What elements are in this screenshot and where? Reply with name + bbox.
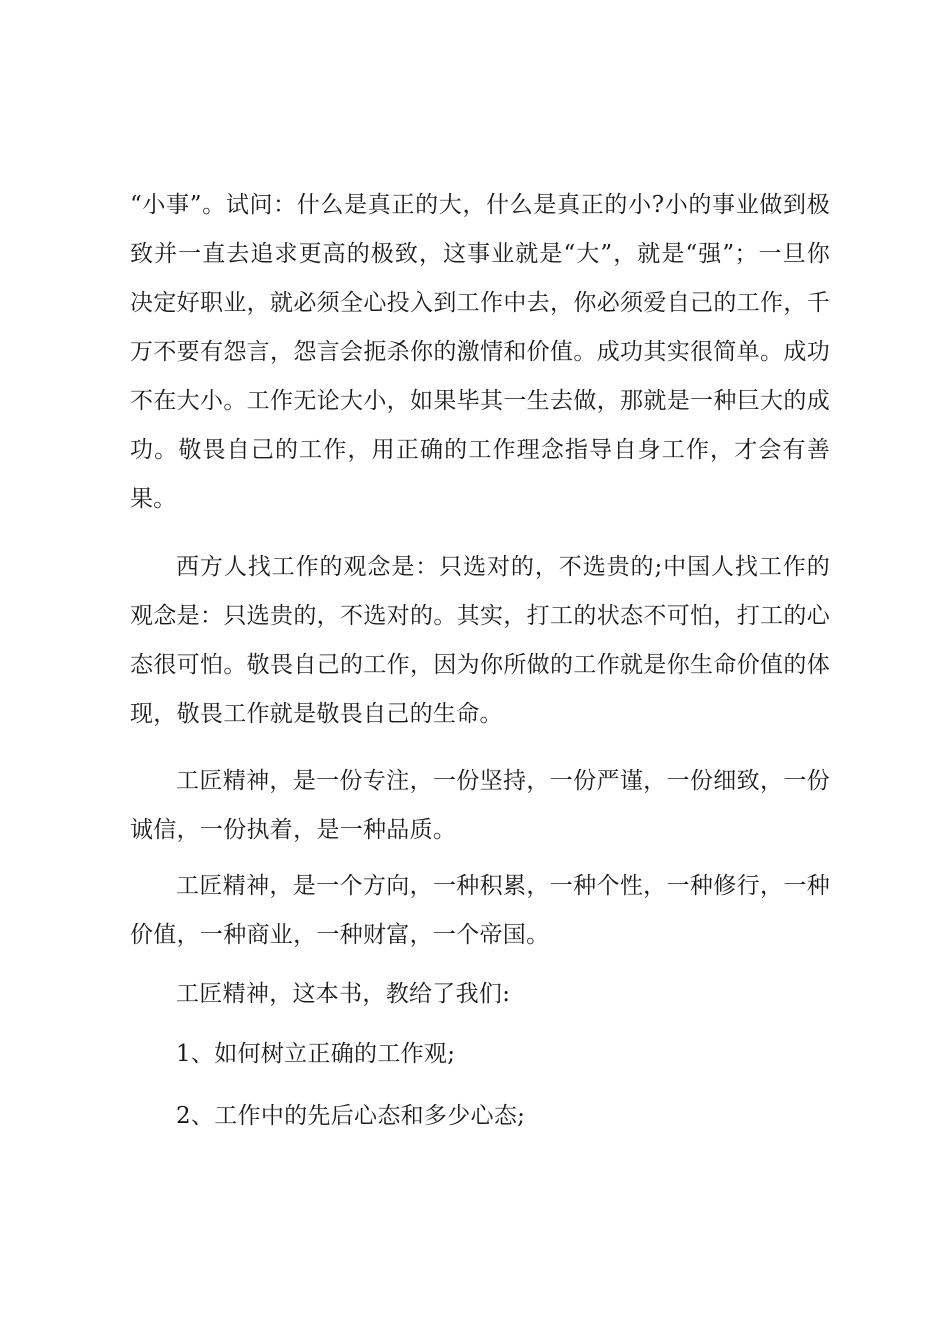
list-item-1: 1、如何树立正确的工作观; bbox=[176, 1041, 456, 1067]
list-item-2: 2、工作中的先后心态和多少心态; bbox=[176, 1103, 526, 1129]
paragraph-craftsman-quality: 工匠精神，是一份专注，一份坚持，一份严谨，一份细致，一份诚信，一份执着，是一种品质。 bbox=[130, 768, 830, 843]
paragraph-book-intro: 工匠精神，这本书，教给了我们: bbox=[176, 981, 511, 1007]
paragraph-continued: “小事”。试问：什么是真正的大，什么是真正的小?小的事业做到极致并一直去追求更高的极致，这事业就是“大”，就是“强”；一旦你决定好职业，就必须全心投入到工作中去，你必须爱自己的工作，千万不要有怨言，怨言会扼杀你的激情和价值。成功其实很简单。成功不在大小。工作无论大小，如果毕其一生去做，那就是一种巨大的成功。敬畏自己的工作，用正确的工作理念指导自身工作，才会有善果。 bbox=[130, 192, 830, 512]
paragraph-job-views: 西方人找工作的观念是：只选对的，不选贵的;中国人找工作的观念是：只选贵的，不选对的。其实，打工的状态不可怕，打工的心态很可怕。敬畏自己的工作，因为你所做的工作就是你生命价值的体现，敬畏工作就是敬畏自己的生命。 bbox=[130, 554, 830, 727]
paragraph-craftsman-direction: 工匠精神，是一个方向，一种积累，一种个性，一种修行，一种价值，一种商业，一种财富，一个帝国。 bbox=[130, 873, 830, 948]
